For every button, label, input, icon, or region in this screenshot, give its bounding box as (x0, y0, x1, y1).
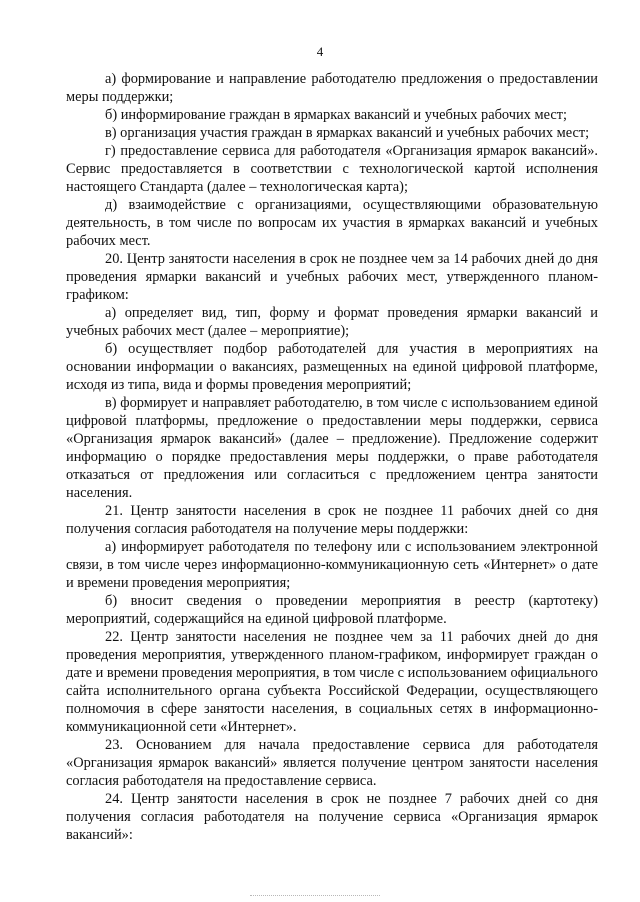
clause-21-item-b: б) вносит сведения о проведении мероприятия в реестр (картотеку) мероприятий, содержащийся на единой цифровой платформе. (66, 593, 598, 627)
clause-20-item-c: в) формирует и направляет работодателю, в том числе с использованием единой цифровой платформы, предложение о предоставлении меры поддержки, сервиса «Организация ярмарок вакансий» (далее – предложение). Предложение содержит информацию о порядке предоставления меры поддержки, о праве работодателя отказаться от предложения или согласиться с предложением центра занятости населения. (66, 395, 598, 501)
clause-23: 23. Основанием для начала предоставление сервиса для работодателя «Организация ярмарок вакансий» является получение центром занятости населения согласия работодателя на предоставление сервиса. (66, 737, 598, 789)
clause-21-item-a: а) информирует работодателя по телефону или с использованием электронной связи, в том числе через информационно-коммуникационную сеть «Интернет» о дате и времени проведения мероприятия; (66, 539, 598, 591)
clause-21: 21. Центр занятости населения в срок не позднее 11 рабочих дней со дня получения согласия работодателя на получение меры поддержки: (66, 503, 598, 537)
item-c-organizing-participation: в) организация участия граждан в ярмарках вакансий и учебных рабочих мест; (105, 125, 590, 141)
item-a-proposal-formation: а) формирование и направление работодателю предложения о предоставлении меры поддержки; (66, 71, 598, 105)
clause-20-item-a: а) определяет вид, тип, форму и формат проведения ярмарки вакансий и учебных рабочих мест (далее – мероприятие); (66, 305, 598, 339)
clause-22: 22. Центр занятости населения не позднее чем за 11 рабочих дней до дня проведения мероприятия, утвержденного планом-графиком, информирует граждан о дате и времени проведения мероприятия, в том числе с использованием официального сайта исполнительного органа субъекта Российской Федерации, осуществляющего полномочия в сфере занятости населения, в социальных сетях в информационно-коммуникационной сети «Интернет». (66, 629, 598, 735)
scan-artifact (250, 895, 380, 898)
clause-24: 24. Центр занятости населения в срок не позднее 7 рабочих дней со дня получения согласия работодателя на получение сервиса «Организация ярмарок вакансий»: (66, 791, 598, 843)
clause-20-item-b: б) осуществляет подбор работодателей для участия в мероприятиях на основании информации о вакансиях, размещенных на единой цифровой платформе, исходя из типа, вида и формы проведения мероприятий; (66, 341, 598, 393)
clause-20: 20. Центр занятости населения в срок не позднее чем за 14 рабочих дней до дня проведения ярмарки вакансий и учебных рабочих мест, утвержденного планом-графиком: (66, 251, 598, 303)
page-number: 4 (316, 44, 324, 59)
item-d-service-provision: г) предоставление сервиса для работодателя «Организация ярмарок вакансий». Сервис предоставляется в соответствии с технологической картой исполнения настоящего Стандарта (далее – технологическая карта); (66, 143, 598, 195)
document-body (66, 70, 598, 844)
item-e-interaction-with-organizations: д) взаимодействие с организациями, осуществляющими образовательную деятельность, в том числе по вопросам их участия в ярмарках вакансий и учебных рабочих мест. (66, 197, 598, 249)
item-b-informing-citizens: б) информирование граждан в ярмарках вакансий и учебных рабочих мест; (105, 107, 567, 123)
